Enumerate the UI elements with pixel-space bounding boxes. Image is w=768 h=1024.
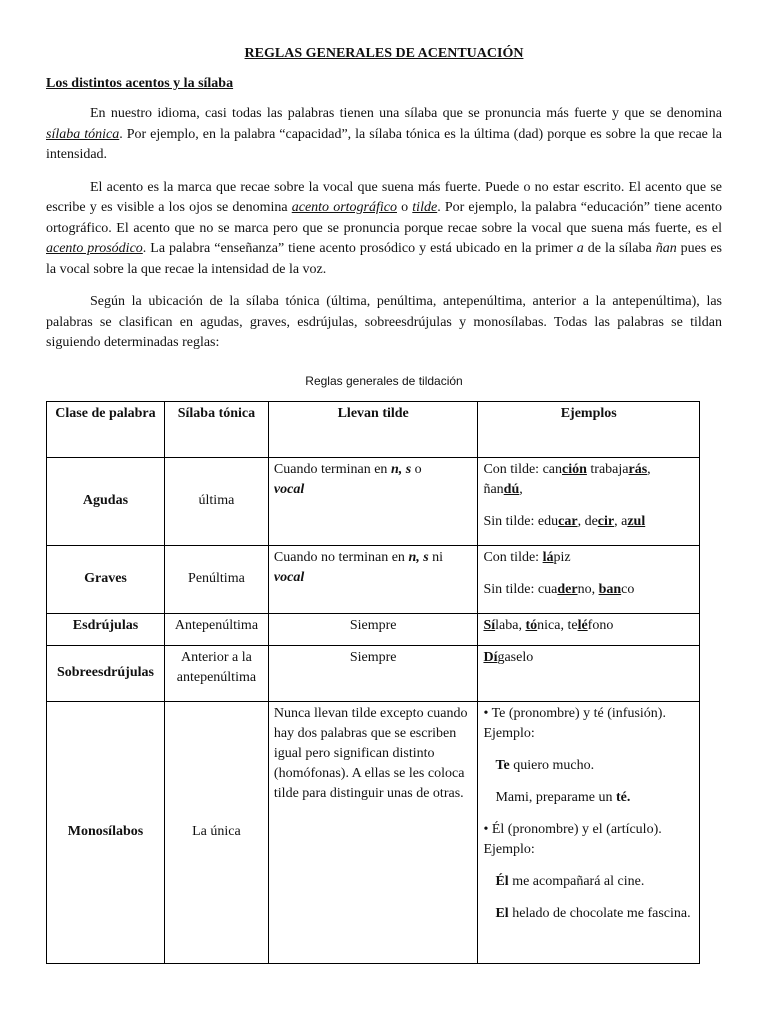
example-bold-word: El: [495, 905, 509, 921]
regla-letters: n, s: [390, 461, 412, 477]
paragraph-2-text-f: pues es la vocal sobre la que recae la intensidad de la voz.: [46, 241, 722, 277]
example-word-part: no,: [577, 581, 599, 597]
example-stressed-syllable: dú: [503, 481, 520, 497]
example-word-part: , de: [577, 513, 598, 529]
cell-tonica-esdrujulas: Antepenúltima: [164, 613, 268, 645]
example-word-part: nica, te: [537, 617, 578, 633]
header-clase: Clase de palabra: [47, 401, 165, 457]
paragraph-1-text-end: . Por ejemplo, en la palabra “capacidad”, la sílaba tónica es la última (dad) porque es sobre la que recae la intensidad.: [46, 126, 722, 162]
paragraph-2-text-e: de la sílaba: [583, 241, 656, 256]
example-bold-word: Él: [495, 873, 509, 889]
example-stressed-syllable: lé: [577, 617, 588, 633]
cell-regla-agudas: [268, 457, 478, 545]
paragraph-1: [46, 104, 722, 166]
example-word-part: edu: [537, 513, 559, 529]
regla-text-b: o: [411, 461, 422, 477]
example-el: • Él (pronombre) y el (artículo). Ejemplo:: [483, 821, 662, 857]
example-el-sentence-2: [483, 904, 694, 924]
paragraph-2-text-b: o: [396, 200, 413, 215]
cell-ejemplos-monosilabos: [478, 701, 700, 963]
paragraph-2: [46, 178, 722, 281]
example-bold-word: Te: [495, 757, 510, 773]
paragraph-2-text: El acento es la marca que recae sobre la vocal que suena más fuerte. Puede o no estar escrito. El acento que se escribe y es visible a los ojos se denomina: [46, 179, 722, 215]
table-row-graves: [47, 545, 700, 613]
table-row-sobreesdrujulas: [47, 645, 700, 701]
header-llevan-tilde: Llevan tilde: [268, 401, 478, 457]
example-stressed-syllable: Dí: [483, 649, 498, 665]
example-word-part: co: [621, 581, 635, 597]
example-stressed-syllable: ban: [598, 581, 622, 597]
example-stressed-syllable: zul: [627, 513, 646, 529]
example-stressed-syllable: der: [557, 581, 578, 597]
table-row-esdrujulas: [47, 613, 700, 645]
example-word-part: can: [542, 461, 563, 477]
cell-ejemplos-agudas: [478, 457, 700, 545]
header-ejemplos: Ejemplos: [478, 401, 700, 457]
example-stressed-syllable: car: [558, 513, 578, 529]
cell-ejemplos-sobreesdrujulas: [478, 645, 700, 701]
term-tilde: tilde: [412, 200, 438, 215]
example-con-tilde: [483, 548, 694, 568]
example-label: Con tilde:: [483, 549, 543, 565]
example-el-sentence-1: [483, 872, 694, 892]
emphasis-nan: ñan: [655, 241, 677, 256]
paragraph-3: Según la ubicación de la sílaba tónica (última, penúltima, antepenúltima, anterior a la antepenúltima), las palabras se clasifican en agudas, graves, esdrújulas, sobreesdrújulas y monosílabas. Todas las palabras se tildan siguiendo determinadas reglas:: [46, 294, 722, 350]
cell-regla-monosilabos: Nunca llevan tilde excepto cuando hay dos palabras que se escriben igual pero significan distinto (homófonas). A ellas se les coloca tilde para distinguir unas de otras.: [268, 701, 478, 963]
example-sentence: Mami, preparame un: [495, 789, 616, 805]
example-bold-word: té.: [615, 789, 631, 805]
paragraph-2-text-d: . La palabra “enseñanza” tiene acento prosódico y está ubicado en la primer: [142, 241, 577, 256]
term-acento-prosodico: acento prosódico: [46, 241, 143, 256]
example-sin-tilde: [483, 580, 694, 600]
example-word-part: trabaja: [586, 461, 629, 477]
example-label: Con tilde:: [483, 461, 543, 477]
cell-clase-sobreesdrujulas: Sobreesdrújulas: [47, 645, 165, 701]
example-word-part: ñan: [483, 481, 504, 497]
header-silaba-tonica: Sílaba tónica: [164, 401, 268, 457]
example-stressed-syllable: rás: [628, 461, 648, 477]
table-caption: Reglas generales de tildación: [305, 373, 463, 388]
cell-clase-graves: Graves: [47, 545, 165, 613]
regla-text: Cuando no terminan en: [273, 549, 409, 565]
accent-rules-table: [46, 401, 700, 964]
table-row-monosilabos: [47, 701, 700, 963]
example-word-part: fono: [587, 617, 614, 633]
cell-clase-esdrujulas: Esdrújulas: [47, 613, 165, 645]
example-word-part: gaselo: [497, 649, 534, 665]
cell-ejemplos-graves: [478, 545, 700, 613]
example-te-sentence-1: [483, 756, 694, 776]
regla-vocal: vocal: [273, 481, 305, 497]
cell-regla-esdrujulas: Siempre: [268, 613, 478, 645]
cell-tonica-graves: Penúltima: [164, 545, 268, 613]
example-label: Sin tilde:: [483, 513, 538, 529]
regla-text: Cuando terminan en: [273, 461, 391, 477]
cell-clase-monosilabos: Monosílabos: [47, 701, 165, 963]
example-label: Sin tilde:: [483, 581, 538, 597]
paragraph-1-text: En nuestro idioma, casi todas las palabras tienen una sílaba que se pronuncia más fuerte y que se denomina: [90, 106, 722, 121]
paragraph-2-text-c: . Por ejemplo, la palabra “educación” tiene acento ortográfico. El acento que no se marca pero que se pronuncia porque recae sobre la vocal que suena más fuerte, es el: [46, 200, 722, 236]
document-title: REGLAS GENERALES DE ACENTUACIÓN: [244, 46, 524, 61]
example-con-tilde: Con tilde: canción trabajarás, ñandú,: [483, 461, 651, 497]
example-stressed-syllable: lá: [542, 549, 554, 565]
example-stressed-syllable: tó: [525, 617, 538, 633]
example-stressed-syllable: Sí: [483, 617, 496, 633]
example-te-sentence-2: [483, 788, 694, 808]
cell-tonica-agudas: última: [164, 457, 268, 545]
example-word-part: , a: [614, 513, 628, 529]
example-sentence: helado de chocolate me fascina.: [508, 905, 691, 921]
regla-text-b: ni: [428, 549, 444, 565]
cell-clase-agudas: Agudas: [47, 457, 165, 545]
emphasis-a: a: [576, 241, 584, 256]
regla-letters: n, s: [408, 549, 429, 565]
example-stressed-syllable: cir: [597, 513, 615, 529]
table-header-row: [47, 401, 700, 457]
example-sentence: me acompañará al cine.: [508, 873, 645, 889]
cell-tonica-sobreesdrujulas: Anterior a la antepenúltima: [164, 645, 268, 701]
cell-regla-sobreesdrujulas: Siempre: [268, 645, 478, 701]
example-word-part: laba,: [495, 617, 526, 633]
table-row-agudas: [47, 457, 700, 545]
cell-regla-graves: [268, 545, 478, 613]
term-silaba-tonica: sílaba tónica: [46, 126, 120, 142]
regla-vocal: vocal: [273, 569, 305, 585]
example-word-part: cua: [537, 581, 558, 597]
example-sentence: quiero mucho.: [509, 757, 595, 773]
cell-tonica-monosilabos: La única: [164, 701, 268, 963]
example-word-part: piz: [553, 549, 571, 565]
example-te: • Te (pronombre) y té (infusión). Ejemplo:: [483, 705, 666, 741]
section-title: Los distintos acentos y la sílaba: [46, 76, 234, 91]
term-acento-ortografico: acento ortográfico: [291, 200, 397, 215]
cell-ejemplos-esdrujulas: [478, 613, 700, 645]
example-sin-tilde: [483, 512, 694, 532]
example-stressed-syllable: ción: [562, 461, 587, 477]
